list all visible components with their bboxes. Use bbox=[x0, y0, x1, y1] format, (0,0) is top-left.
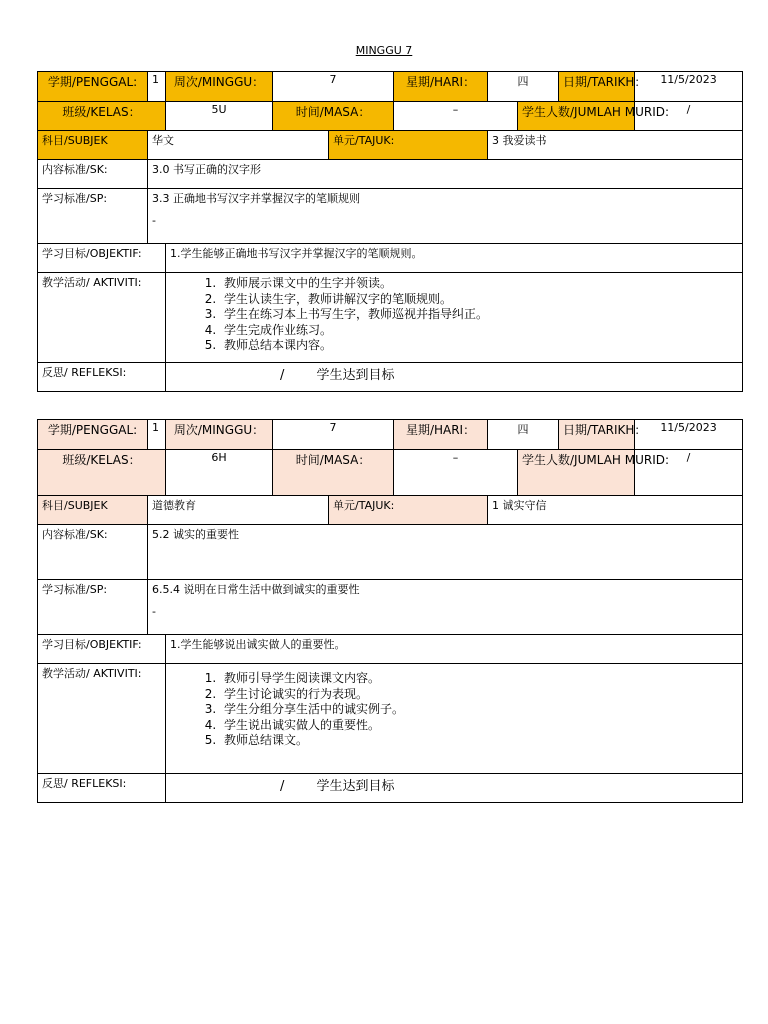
hari-value: 四 bbox=[488, 72, 559, 102]
sp-value: 6.5.4 说明在日常生活中做到诚实的重要性 bbox=[152, 583, 360, 596]
tajuk-label: 单元/TAJUK: bbox=[329, 496, 488, 525]
refleksi-cell bbox=[166, 774, 743, 803]
activity-item: 3. 学生在练习本上书写生字，教师巡视并指导纠正。 bbox=[220, 307, 738, 323]
objektif-label: 学习目标/OBJEKTIF: bbox=[38, 635, 166, 664]
masa-value: – bbox=[394, 102, 518, 131]
sp-label: 学习标准/SP: bbox=[38, 580, 148, 635]
refleksi-value: 学生达到目标 bbox=[316, 368, 395, 383]
masa-label: 时间/MASA： bbox=[273, 450, 394, 496]
refleksi-separator: / bbox=[280, 779, 285, 794]
activity-item: 2. 学生认读生字，教师讲解汉字的笔顺规则。 bbox=[220, 292, 738, 308]
sk-label: 内容标准/SK: bbox=[38, 525, 148, 580]
page-title: MINGGU 7 bbox=[355, 44, 413, 57]
hari-value: 四 bbox=[488, 420, 559, 450]
penggal-value: 1 bbox=[148, 420, 166, 450]
aktiviti-cell bbox=[166, 664, 743, 774]
kelas-label: 班级/KELAS： bbox=[38, 450, 166, 496]
hari-label: 星期/HARI： bbox=[394, 72, 488, 102]
aktiviti-label: 教学活动/ AKTIVITI: bbox=[38, 664, 166, 774]
activity-item: 5. 教师总结本课内容。 bbox=[220, 338, 738, 354]
sk-label: 内容标准/SK: bbox=[38, 160, 148, 189]
sp-cell bbox=[148, 580, 743, 635]
refleksi-value: 学生达到目标 bbox=[316, 779, 395, 794]
penggal-label: 学期/PENGGAL: bbox=[38, 420, 148, 450]
sp-value: 3.3 正确地书写汉字并掌握汉字的笔顺规则 bbox=[152, 192, 360, 205]
sp-extra: - bbox=[152, 605, 156, 618]
tarikh-label: 日期/TARIKH： bbox=[559, 72, 635, 102]
objektif-label: 学习目标/OBJEKTIF: bbox=[38, 244, 166, 273]
refleksi-label: 反思/ REFLEKSI: bbox=[38, 363, 166, 392]
subjek-label: 科目/SUBJEK bbox=[38, 131, 148, 160]
murid-value: / bbox=[635, 450, 743, 496]
masa-value: – bbox=[394, 450, 518, 496]
activity-item: 1. 教师展示课文中的生字并领读。 bbox=[220, 276, 738, 292]
kelas-label: 班级/KELAS： bbox=[38, 102, 166, 131]
penggal-label: 学期/PENGGAL: bbox=[38, 72, 148, 102]
refleksi-label: 反思/ REFLEKSI: bbox=[38, 774, 166, 803]
murid-value: / bbox=[635, 102, 743, 131]
lesson-plan-table bbox=[37, 419, 743, 803]
tajuk-value: 3 我爱读书 bbox=[488, 131, 743, 160]
subjek-value: 道德教育 bbox=[148, 496, 329, 525]
murid-label: 学生人数/JUMLAH MURID: bbox=[518, 450, 635, 496]
sk-value: 5.2 诚实的重要性 bbox=[148, 525, 743, 580]
subjek-value: 华文 bbox=[148, 131, 329, 160]
activity-item: 4. 学生完成作业练习。 bbox=[220, 323, 738, 339]
hari-label: 星期/HARI： bbox=[394, 420, 488, 450]
objektif-value: 1.学生能够说出诚实做人的重要性。 bbox=[166, 635, 743, 664]
minggu-label: 周次/MINGGU： bbox=[166, 72, 273, 102]
activity-list bbox=[170, 671, 738, 749]
tarikh-value: 11/5/2023 bbox=[635, 72, 743, 102]
activity-item: 1. 教师引导学生阅读课文内容。 bbox=[220, 671, 738, 687]
sp-cell bbox=[148, 189, 743, 244]
masa-label: 时间/MASA： bbox=[273, 102, 394, 131]
tarikh-value: 11/5/2023 bbox=[635, 420, 743, 450]
refleksi-cell bbox=[166, 363, 743, 392]
tajuk-value: 1 诚实守信 bbox=[488, 496, 743, 525]
aktiviti-cell bbox=[166, 273, 743, 363]
penggal-value: 1 bbox=[148, 72, 166, 102]
sp-label: 学习标准/SP: bbox=[38, 189, 148, 244]
minggu-value: 7 bbox=[273, 420, 394, 450]
refleksi-separator: / bbox=[280, 368, 285, 383]
minggu-value: 7 bbox=[273, 72, 394, 102]
objektif-value: 1.学生能够正确地书写汉字并掌握汉字的笔顺规则。 bbox=[166, 244, 743, 273]
tajuk-label: 单元/TAJUK: bbox=[329, 131, 488, 160]
lesson-plan-table bbox=[37, 71, 743, 392]
murid-label: 学生人数/JUMLAH MURID: bbox=[518, 102, 635, 131]
minggu-label: 周次/MINGGU： bbox=[166, 420, 273, 450]
activity-item: 5. 教师总结课文。 bbox=[220, 733, 738, 749]
activity-list bbox=[170, 276, 738, 354]
kelas-value: 6H bbox=[166, 450, 273, 496]
activity-item: 3. 学生分组分享生活中的诚实例子。 bbox=[220, 702, 738, 718]
activity-item: 2. 学生讨论诚实的行为表现。 bbox=[220, 687, 738, 703]
tarikh-label: 日期/TARIKH： bbox=[559, 420, 635, 450]
sk-value: 3.0 书写正确的汉字形 bbox=[148, 160, 743, 189]
activity-item: 4. 学生说出诚实做人的重要性。 bbox=[220, 718, 738, 734]
kelas-value: 5U bbox=[166, 102, 273, 131]
subjek-label: 科目/SUBJEK bbox=[38, 496, 148, 525]
sp-extra: - bbox=[152, 214, 156, 227]
aktiviti-label: 教学活动/ AKTIVITI: bbox=[38, 273, 166, 363]
